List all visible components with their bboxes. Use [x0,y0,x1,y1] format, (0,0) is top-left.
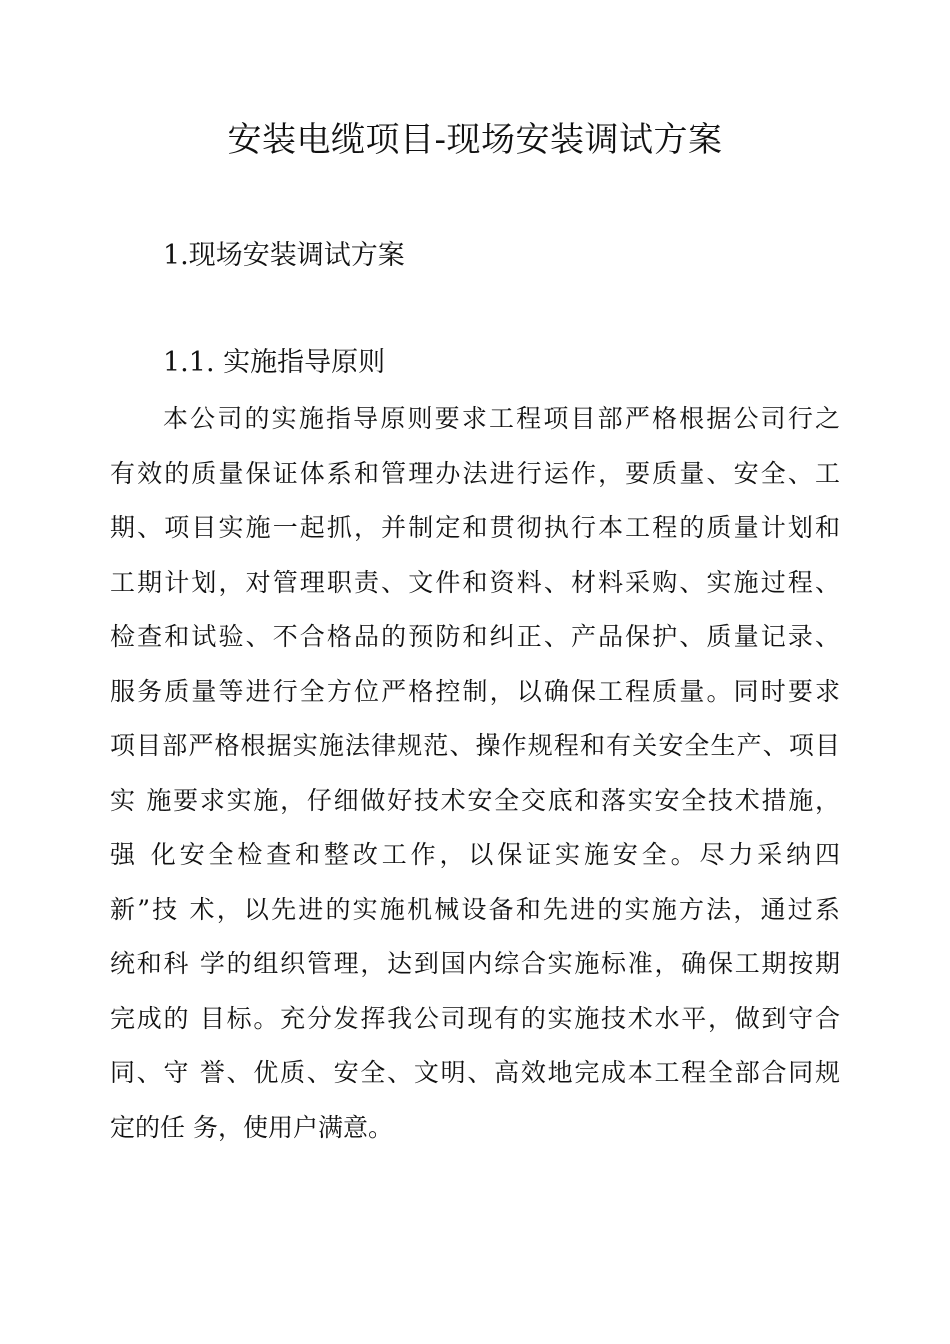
paragraph-line: 检查和试验、不合格品的预防和纠正、产品保护、质量记录、 [110,622,840,651]
paragraph-line: 本公司的实施指导原则要求工程项目部严格根据公司行之 [163,404,840,433]
paragraph-line: 完成的 目标。充分发挥我公司现有的实施技术水平，做到守合 [110,1003,840,1033]
paragraph-line: 有效的质量保证体系和管理办法进行运作，要质量、安全、工 [110,458,840,488]
document-title: 安装电缆项目-现场安装调试方案 [227,120,723,160]
paragraph-line: 期、项目实施一起抓，并制定和贯彻执行本工程的质量计划和 [110,513,840,542]
paragraph-line: 定的任 务，使用户满意。 [110,1112,393,1142]
section-heading-1-1: 1.1. 实施指导原则 [163,347,386,378]
body-paragraph [110,392,840,1155]
paragraph-line: 实 施要求实施，仔细做好技术安全交底和落实安全技术措施， [110,785,840,815]
paragraph-line: 工期计划，对管理职责、文件和资料、材料采购、实施过程、 [110,567,840,597]
paragraph-line: 服务质量等进行全方位严格控制，以确保工程质量。同时要求 [110,676,840,706]
paragraph-line: 同、守 誉、优质、安全、文明、高效地完成本工程全部合同规 [110,1058,840,1087]
section-heading-1: 1.现场安装调试方案 [163,240,405,271]
paragraph-line: 新”技 术，以先进的实施机械设备和先进的实施方法，通过系 [110,894,840,924]
paragraph-line: 项目部严格根据实施法律规范、操作规程和有关安全生产、项目 [110,731,840,760]
paragraph-line: 强 化安全检查和整改工作，以保证实施安全。尽力采纳四 [110,840,840,869]
paragraph-line: 统和科 学的组织管理，达到国内综合实施标准，确保工期按期 [110,949,840,978]
